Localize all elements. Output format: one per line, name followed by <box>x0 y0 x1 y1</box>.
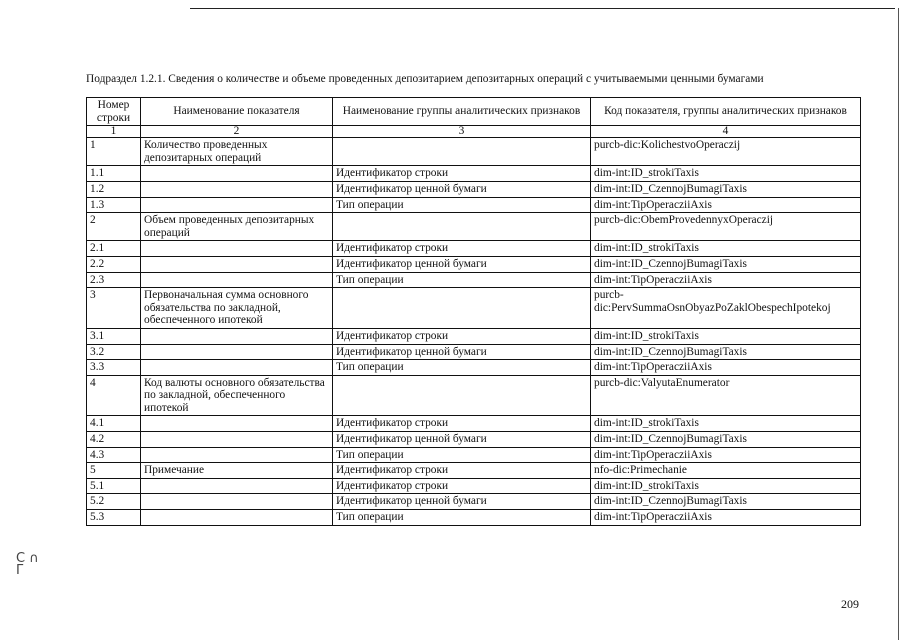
cell-row-number: 3.1 <box>87 328 141 344</box>
cell-row-number: 5.1 <box>87 478 141 494</box>
table-row <box>87 478 861 494</box>
table-row <box>87 138 861 166</box>
cell-analytic-group: Идентификатор строки <box>333 463 591 479</box>
side-margin-marks: С ∩ Г <box>16 551 39 578</box>
cell-row-number: 3.3 <box>87 360 141 376</box>
cell-indicator-name: Количество проведенных депозитарных операций <box>141 138 333 166</box>
column-number: 2 <box>141 126 333 138</box>
table-row <box>87 463 861 479</box>
column-number: 1 <box>87 126 141 138</box>
cell-indicator-name <box>141 166 333 182</box>
cell-analytic-group: Идентификатор строки <box>333 328 591 344</box>
cell-row-number: 5 <box>87 463 141 479</box>
cell-indicator-name <box>141 256 333 272</box>
cell-row-number: 2.2 <box>87 256 141 272</box>
cell-row-number: 4.1 <box>87 416 141 432</box>
cell-indicator-name <box>141 197 333 213</box>
cell-code: purcb-dic:ObemProvedennyxOperaczij <box>591 213 861 241</box>
cell-analytic-group: Тип операции <box>333 360 591 376</box>
column-number: 3 <box>333 126 591 138</box>
cell-analytic-group: Идентификатор ценной бумаги <box>333 494 591 510</box>
cell-code: dim-int:ID_CzennojBumagiTaxis <box>591 432 861 448</box>
top-rule <box>190 8 895 9</box>
cell-row-number: 4 <box>87 375 141 416</box>
cell-indicator-name <box>141 272 333 288</box>
table-row <box>87 432 861 448</box>
cell-indicator-name <box>141 478 333 494</box>
cell-indicator-name: Примечание <box>141 463 333 479</box>
cell-indicator-name: Код валюты основного обязательства по закладной, обеспеченного ипотекой <box>141 375 333 416</box>
cell-row-number: 1.3 <box>87 197 141 213</box>
header-row-number: Номер строки <box>87 98 141 126</box>
cell-indicator-name <box>141 416 333 432</box>
table-row <box>87 416 861 432</box>
header-analytic-group: Наименование группы аналитических признаков <box>333 98 591 126</box>
cell-analytic-group <box>333 213 591 241</box>
cell-code: dim-int:ID_strokiTaxis <box>591 241 861 257</box>
column-number: 4 <box>591 126 861 138</box>
column-number-row <box>87 126 861 138</box>
cell-code: dim-int:TipOperacziiAxis <box>591 197 861 213</box>
cell-code: purcb-dic:ValyutaEnumerator <box>591 375 861 416</box>
cell-analytic-group: Тип операции <box>333 510 591 526</box>
cell-row-number: 5.3 <box>87 510 141 526</box>
table-row <box>87 272 861 288</box>
cell-indicator-name: Объем проведенных депозитарных операций <box>141 213 333 241</box>
cell-indicator-name <box>141 344 333 360</box>
cell-row-number: 2.3 <box>87 272 141 288</box>
table-row <box>87 256 861 272</box>
cell-analytic-group: Идентификатор ценной бумаги <box>333 256 591 272</box>
cell-row-number: 3 <box>87 288 141 329</box>
cell-indicator-name: Первоначальная сумма основного обязательства по закладной, обеспеченного ипотекой <box>141 288 333 329</box>
cell-row-number: 2.1 <box>87 241 141 257</box>
cell-code: purcb-dic:KolichestvoOperaczij <box>591 138 861 166</box>
right-edge-rule <box>898 8 899 640</box>
cell-analytic-group: Идентификатор строки <box>333 241 591 257</box>
cell-indicator-name <box>141 510 333 526</box>
table-row <box>87 241 861 257</box>
cell-analytic-group: Идентификатор ценной бумаги <box>333 344 591 360</box>
table-row <box>87 181 861 197</box>
cell-analytic-group: Идентификатор строки <box>333 166 591 182</box>
indicators-table <box>86 97 861 526</box>
table-row <box>87 197 861 213</box>
cell-indicator-name <box>141 447 333 463</box>
table-row <box>87 213 861 241</box>
cell-indicator-name <box>141 241 333 257</box>
cell-row-number: 1.1 <box>87 166 141 182</box>
cell-row-number: 1 <box>87 138 141 166</box>
cell-row-number: 3.2 <box>87 344 141 360</box>
cell-code: dim-int:ID_strokiTaxis <box>591 478 861 494</box>
section-title: Подраздел 1.2.1. Сведения о количестве и объеме проведенных депозитарием депозитарных операций с учитываемыми ценными бумагами <box>86 73 764 85</box>
cell-analytic-group: Идентификатор ценной бумаги <box>333 181 591 197</box>
cell-analytic-group: Тип операции <box>333 197 591 213</box>
cell-code: purcb-dic:PervSummaOsnObyazPoZaklObespechIpotekoj <box>591 288 861 329</box>
cell-indicator-name <box>141 494 333 510</box>
header-indicator-name: Наименование показателя <box>141 98 333 126</box>
header-code: Код показателя, группы аналитических признаков <box>591 98 861 126</box>
cell-code: dim-int:ID_strokiTaxis <box>591 416 861 432</box>
table-row <box>87 447 861 463</box>
cell-code: dim-int:ID_CzennojBumagiTaxis <box>591 256 861 272</box>
cell-row-number: 5.2 <box>87 494 141 510</box>
table-body <box>87 138 861 525</box>
table-row <box>87 375 861 416</box>
page-number: 209 <box>841 597 859 611</box>
cell-analytic-group <box>333 288 591 329</box>
cell-analytic-group <box>333 375 591 416</box>
cell-row-number: 1.2 <box>87 181 141 197</box>
cell-code: dim-int:ID_CzennojBumagiTaxis <box>591 344 861 360</box>
cell-analytic-group: Идентификатор строки <box>333 478 591 494</box>
cell-analytic-group: Тип операции <box>333 447 591 463</box>
cell-code: dim-int:TipOperacziiAxis <box>591 272 861 288</box>
cell-analytic-group: Тип операции <box>333 272 591 288</box>
cell-row-number: 2 <box>87 213 141 241</box>
cell-code: dim-int:ID_CzennojBumagiTaxis <box>591 181 861 197</box>
cell-code: dim-int:TipOperacziiAxis <box>591 510 861 526</box>
cell-indicator-name <box>141 328 333 344</box>
cell-indicator-name <box>141 181 333 197</box>
cell-code: nfo-dic:Primechanie <box>591 463 861 479</box>
cell-code: dim-int:ID_strokiTaxis <box>591 328 861 344</box>
table-row <box>87 288 861 329</box>
table-row <box>87 494 861 510</box>
cell-code: dim-int:ID_CzennojBumagiTaxis <box>591 494 861 510</box>
cell-analytic-group <box>333 138 591 166</box>
table-row <box>87 344 861 360</box>
cell-code: dim-int:ID_strokiTaxis <box>591 166 861 182</box>
cell-indicator-name <box>141 360 333 376</box>
cell-analytic-group: Идентификатор ценной бумаги <box>333 432 591 448</box>
cell-row-number: 4.2 <box>87 432 141 448</box>
cell-row-number: 4.3 <box>87 447 141 463</box>
cell-code: dim-int:TipOperacziiAxis <box>591 447 861 463</box>
cell-analytic-group: Идентификатор строки <box>333 416 591 432</box>
cell-indicator-name <box>141 432 333 448</box>
table-row <box>87 360 861 376</box>
header-row <box>87 98 861 126</box>
table-row <box>87 510 861 526</box>
cell-code: dim-int:TipOperacziiAxis <box>591 360 861 376</box>
table-row <box>87 328 861 344</box>
table-row <box>87 166 861 182</box>
